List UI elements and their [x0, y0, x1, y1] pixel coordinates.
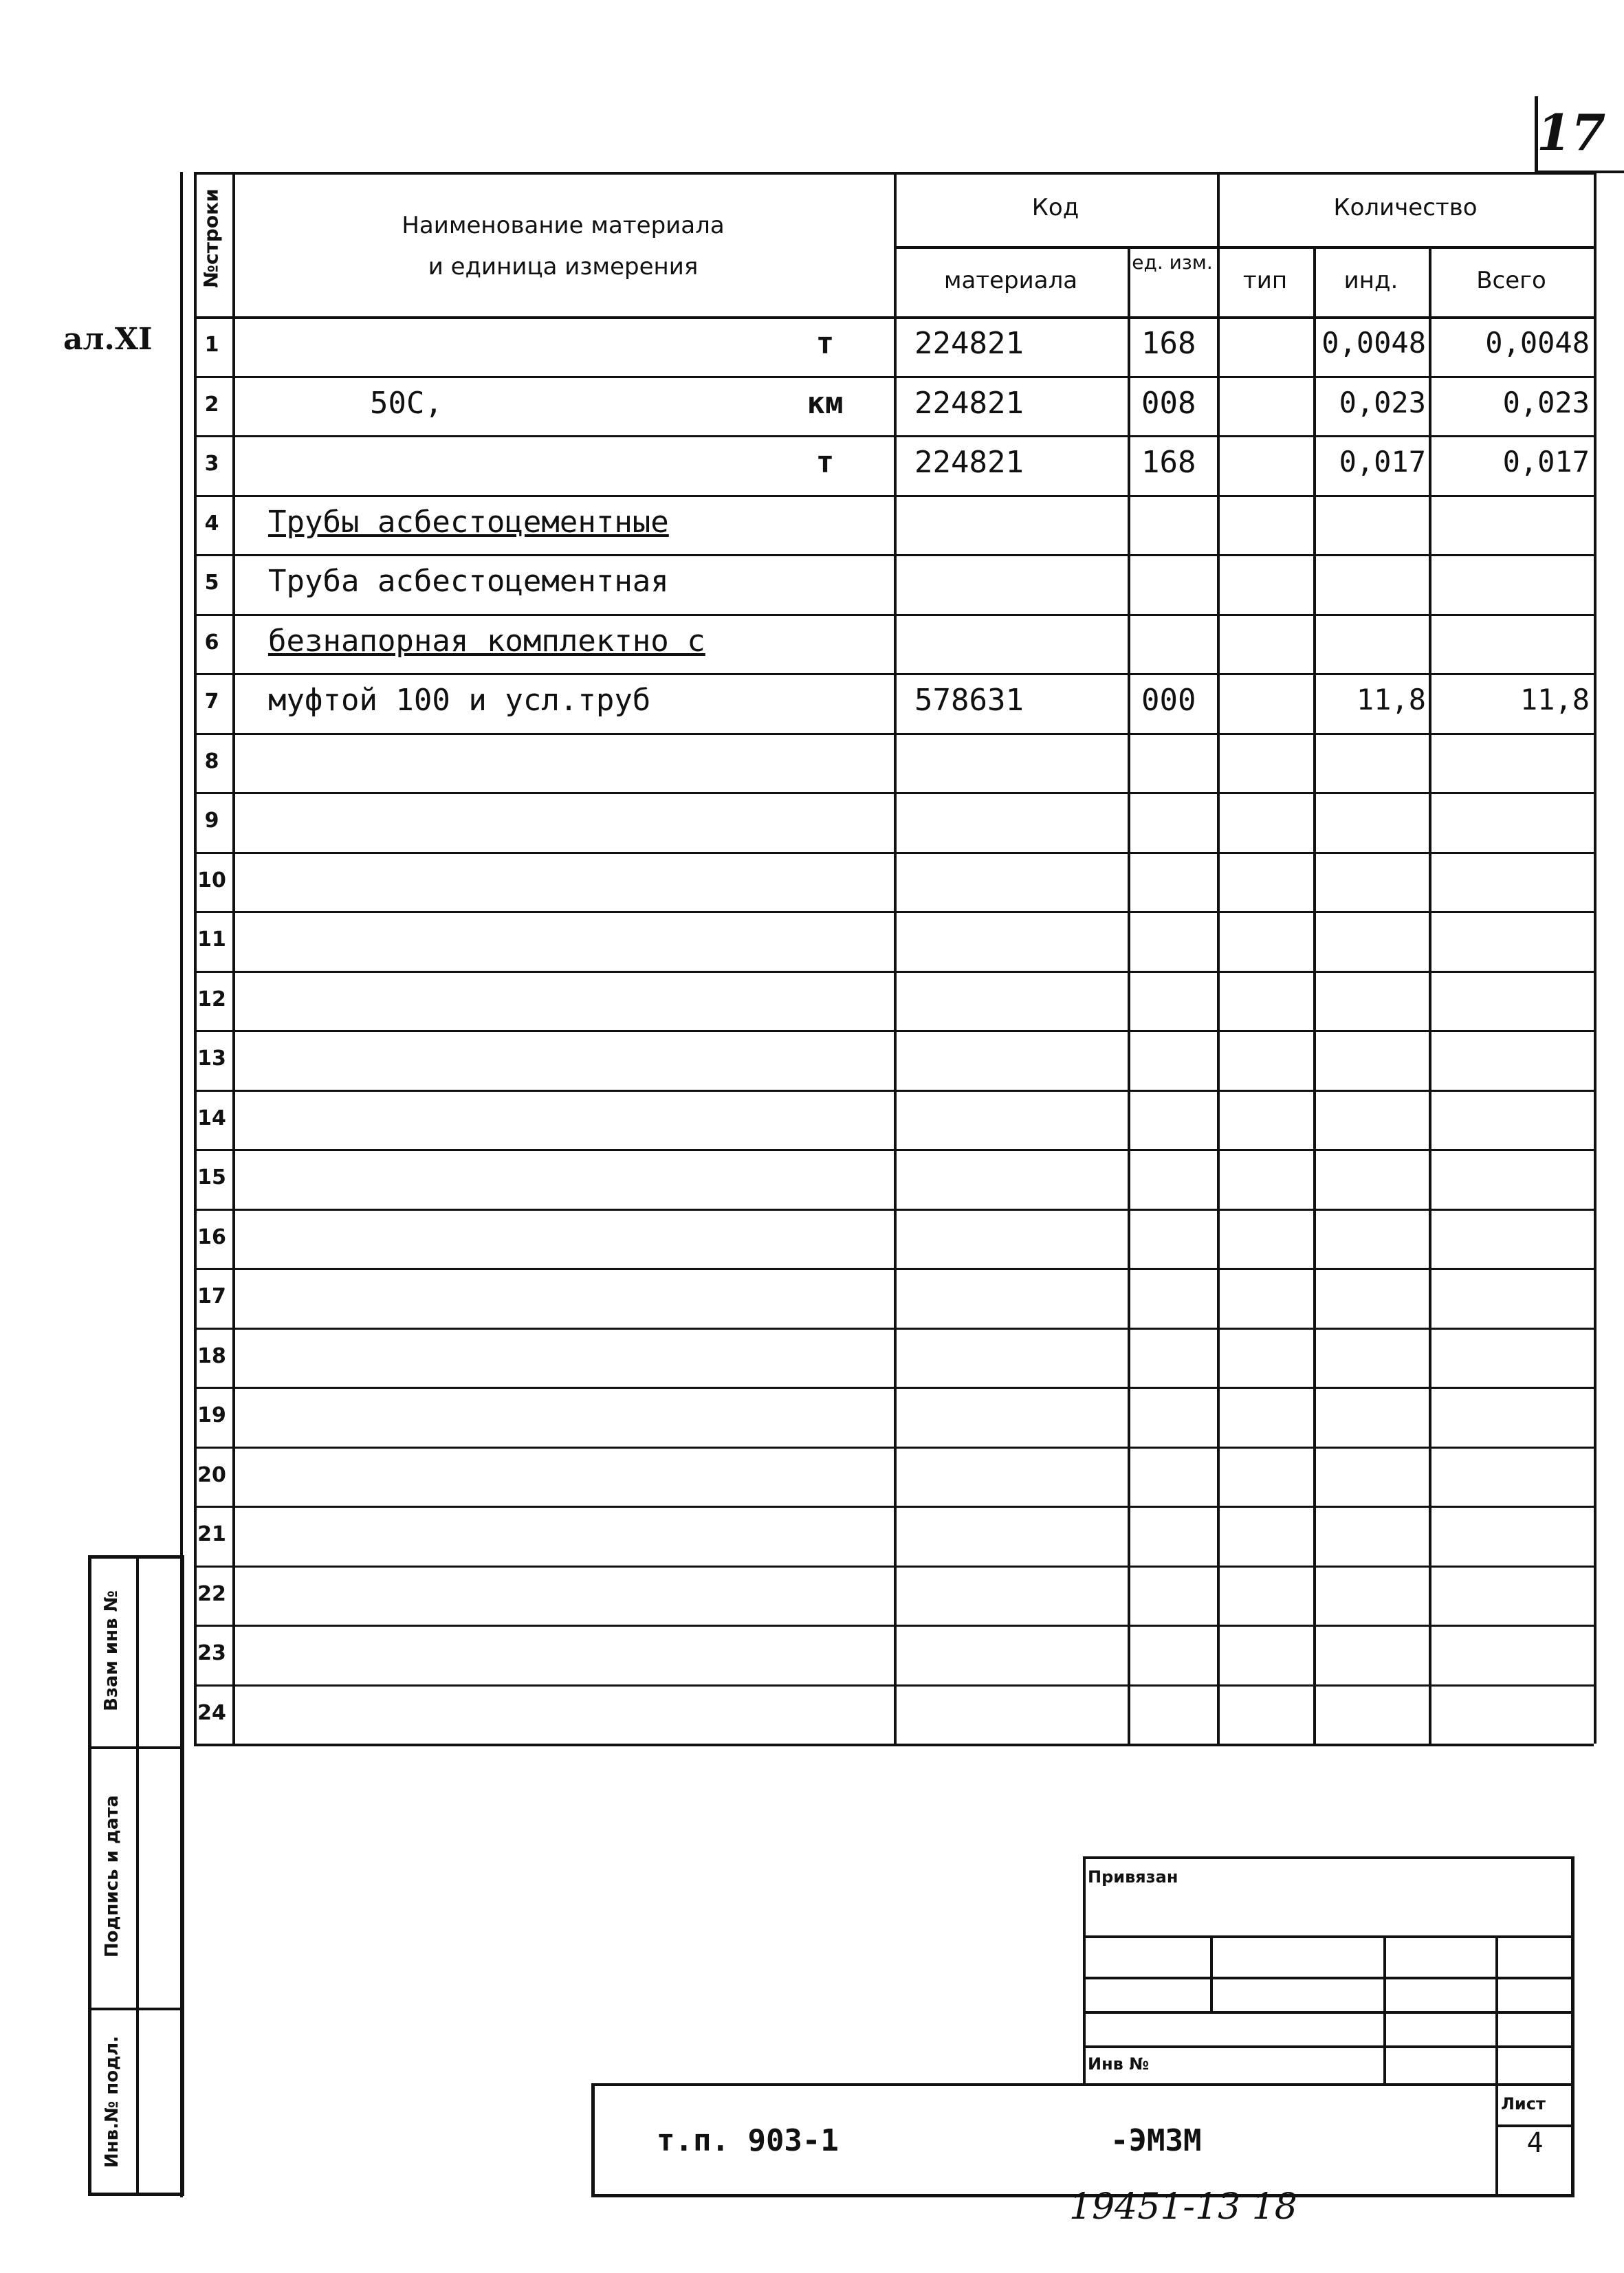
row-number: 1 [204, 333, 219, 357]
table-row-rule [194, 1149, 1594, 1151]
table-bottom-rule [194, 1744, 1594, 1746]
row-total: 0,0048 [1485, 326, 1590, 360]
table-row-rule [194, 614, 1594, 616]
privyazan-row [1083, 1935, 1574, 1938]
row-unit-code: 168 [1141, 445, 1196, 480]
table-row-rule [194, 673, 1594, 675]
table-row-rule [194, 1209, 1594, 1211]
row-code: 224821 [914, 326, 1024, 361]
row-name: 50С, [370, 385, 443, 421]
doc-code-left: т.п. 903-1 [657, 2123, 839, 2158]
page-number: 17 [1537, 103, 1606, 162]
table-col-name [232, 172, 235, 1744]
table-row-rule [194, 852, 1594, 854]
row-number: 6 [204, 630, 219, 655]
table-row-rule [194, 1268, 1594, 1270]
row-total: 0,017 [1502, 445, 1590, 479]
privyazan-left [1083, 1856, 1086, 2083]
row-number: 15 [197, 1165, 226, 1189]
table-row-rule [194, 1684, 1594, 1687]
row-ind: 0,023 [1339, 385, 1426, 419]
privyazan-col [1383, 1935, 1386, 2083]
row-number: 17 [197, 1284, 226, 1308]
table-row-rule [194, 1506, 1594, 1508]
row-number: 7 [204, 690, 219, 714]
table-col-ind [1313, 246, 1316, 1744]
row-number: 19 [197, 1403, 226, 1427]
header-name-line1: Наименование материала [402, 212, 725, 239]
table-row-rule [194, 971, 1594, 973]
header-qty-type: тип [1242, 267, 1288, 294]
row-ind: 11,8 [1356, 683, 1426, 716]
title-block-top [591, 2083, 1574, 2086]
row-number: 21 [197, 1522, 226, 1546]
row-ind: 0,017 [1339, 445, 1426, 479]
table-col-total [1429, 246, 1431, 1744]
row-number: 24 [197, 1700, 226, 1725]
row-number: 8 [204, 749, 219, 773]
privyazan-col [1495, 1935, 1498, 2083]
table-row-rule [194, 495, 1594, 497]
row-number: 4 [204, 511, 219, 536]
privyazan-row [1083, 1977, 1574, 1979]
title-block-left-edge [591, 2083, 595, 2197]
header-name-line2: и единица измерения [428, 253, 699, 281]
table-row-rule [194, 554, 1594, 556]
table-row-rule [194, 1387, 1594, 1389]
row-number: 11 [197, 927, 226, 952]
header-code: Код [1031, 194, 1079, 221]
row-name: Труба асбестоцементная [268, 564, 669, 599]
privyazan-top [1083, 1856, 1574, 1859]
table-row-rule [194, 1625, 1594, 1627]
row-code: 578631 [914, 683, 1024, 718]
row-number: 9 [204, 809, 219, 833]
table-col-type [1217, 172, 1220, 1744]
row-ind: 0,0048 [1321, 326, 1426, 360]
header-qty-ind: инд. [1343, 267, 1398, 294]
table-row-rule [194, 1566, 1594, 1568]
header-code-unit: ед. изм. [1132, 251, 1213, 274]
row-number: 20 [197, 1462, 226, 1487]
table-row-rule [194, 1328, 1594, 1330]
inv-no-label: Инв № [1088, 2054, 1150, 2074]
header-code-material: материала [943, 267, 1078, 294]
table-row-rule [194, 792, 1594, 794]
row-total: 0,023 [1502, 385, 1590, 419]
table-col-unit [1128, 246, 1130, 1744]
row-unit-code: 008 [1141, 385, 1196, 421]
row-name: муфтой 100 и усл.труб [268, 683, 651, 718]
table-row-rule [194, 1447, 1594, 1449]
list-label: Лист [1501, 2094, 1546, 2113]
table-row-rule [194, 1090, 1594, 1092]
row-number: 5 [204, 571, 219, 595]
row-number: 14 [197, 1106, 226, 1130]
table-row-rule [194, 911, 1594, 913]
side-reference: ал.XI [63, 322, 153, 357]
row-unit: т [815, 445, 835, 480]
table-row-rule [194, 435, 1594, 437]
table-row-rule [194, 376, 1594, 378]
row-number: 18 [197, 1343, 226, 1368]
row-number: 13 [197, 1046, 226, 1070]
privyazan-col [1210, 1935, 1213, 2011]
list-value: 4 [1526, 2127, 1544, 2159]
row-unit: км [806, 385, 844, 421]
privyazan-label: Привязан [1088, 1867, 1178, 1887]
side-stamp-col [136, 1555, 139, 2196]
header-mid-rule [894, 246, 1594, 249]
row-unit: т [815, 326, 835, 361]
handwritten-footer: 19451-13 18 [1069, 2186, 1297, 2228]
row-code: 224821 [914, 445, 1024, 480]
header-row-no: №строки [199, 188, 223, 288]
row-number: 22 [197, 1581, 226, 1606]
header-qty-total: Всего [1476, 267, 1546, 294]
side-stamp-vzam: Взам инв № [101, 1590, 122, 1711]
row-number: 16 [197, 1225, 226, 1249]
row-number: 3 [204, 452, 219, 476]
privyazan-row [1083, 2045, 1574, 2048]
header-quantity: Количество [1333, 194, 1478, 221]
row-code: 224821 [914, 385, 1024, 421]
row-number: 2 [204, 392, 219, 417]
table-col-right [1594, 172, 1596, 1744]
side-stamp-podpis: Подпись и дата [102, 1794, 122, 1958]
row-name: безнапорная комплектно с [268, 623, 705, 659]
row-number: 10 [197, 868, 226, 892]
row-unit-code: 168 [1141, 326, 1196, 361]
row-name: Трубы асбестоцементные [268, 504, 669, 540]
row-total: 11,8 [1519, 683, 1590, 716]
privyazan-row [1083, 2011, 1574, 2014]
row-number: 23 [197, 1641, 226, 1665]
row-unit-code: 000 [1141, 683, 1196, 718]
side-stamp-inv-podl: Инв.№ подл. [102, 2035, 122, 2168]
row-number: 12 [197, 987, 226, 1011]
table-row-rule [194, 1030, 1594, 1032]
table-row-rule [194, 733, 1594, 735]
table-col-code [894, 172, 897, 1744]
doc-code-right: -ЭМЗМ [1110, 2123, 1202, 2158]
